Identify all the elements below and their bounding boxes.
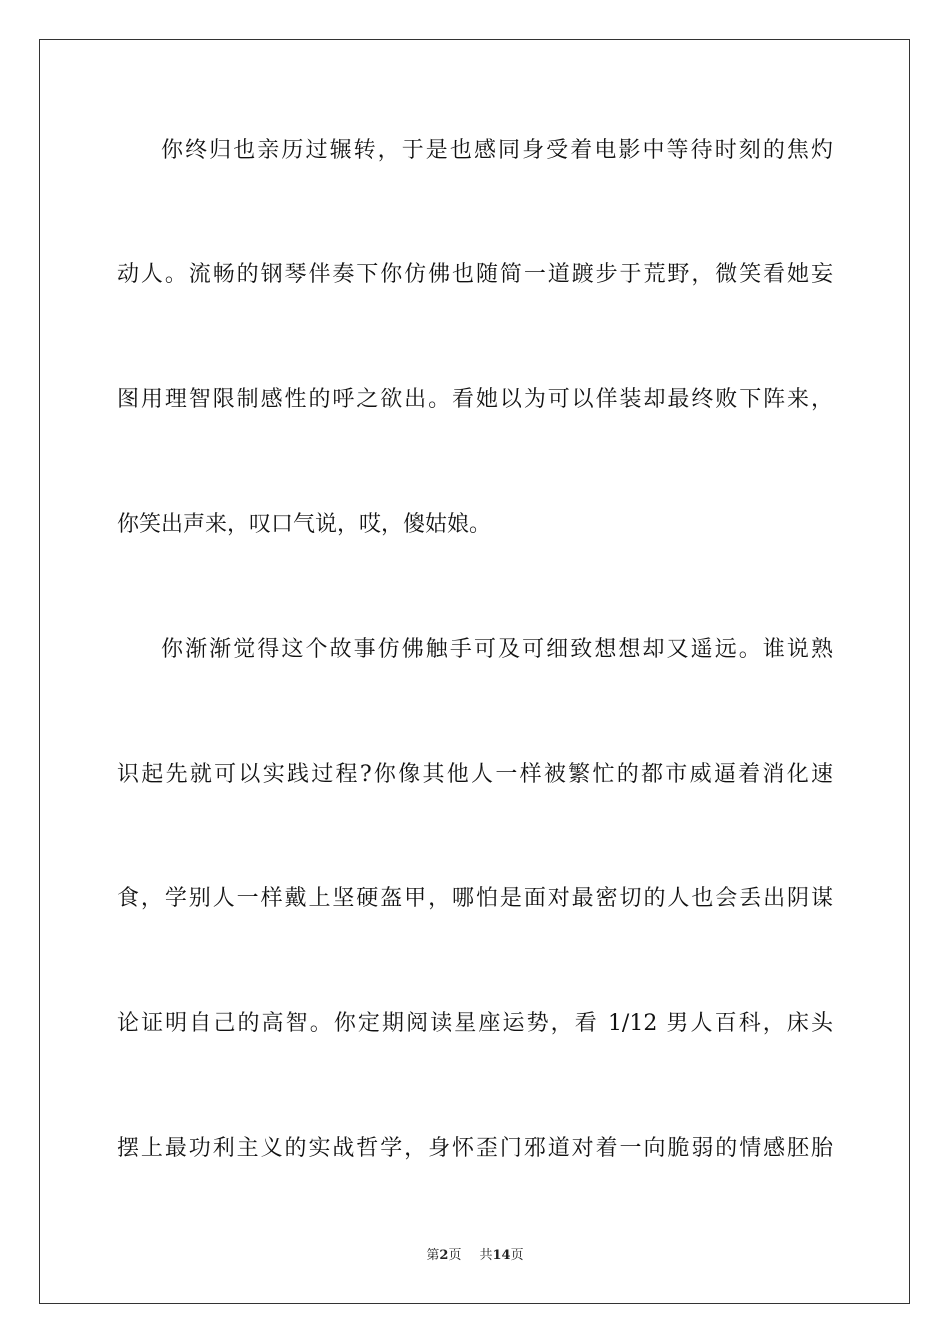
text-line: 论证明自己的高智。你定期阅读星座运势，看 1/12 男人百科，床头 — [117, 1011, 833, 1036]
text-line: 动人。流畅的钢琴伴奏下你仿佛也随简一道踱步于荒野，微笑看她妄 — [117, 262, 833, 287]
page-suffix: 页 — [448, 1248, 462, 1263]
text-line: 你笑出声来，叹口气说，哎，傻姑娘。 — [117, 512, 492, 537]
page-border — [39, 39, 910, 1304]
text-line: 摆上最功利主义的实战哲学，身怀歪门邪道对着一向脆弱的情感胚胎 — [117, 1136, 833, 1161]
page-number: 2 — [439, 1248, 449, 1263]
text-line: 食，学别人一样戴上坚硬盔甲，哪怕是面对最密切的人也会丢出阴谋 — [117, 886, 833, 911]
total-prefix: 共 — [479, 1248, 493, 1263]
total-suffix: 页 — [510, 1248, 524, 1263]
text-line: 图用理智限制感性的呼之欲出。看她以为可以佯装却最终败下阵来， — [117, 387, 833, 412]
page-prefix: 第 — [426, 1248, 440, 1263]
text-line: 你渐渐觉得这个故事仿佛触手可及可细致想想却又遥远。谁说熟 — [161, 637, 833, 662]
text-line: 识起先就可以实践过程?你像其他人一样被繁忙的都市威逼着消化速 — [117, 762, 833, 787]
page-footer — [0, 1248, 950, 1264]
total-pages: 14 — [492, 1248, 511, 1263]
text-line: 你终归也亲历过辗转，于是也感同身受着电影中等待时刻的焦灼 — [161, 138, 833, 163]
